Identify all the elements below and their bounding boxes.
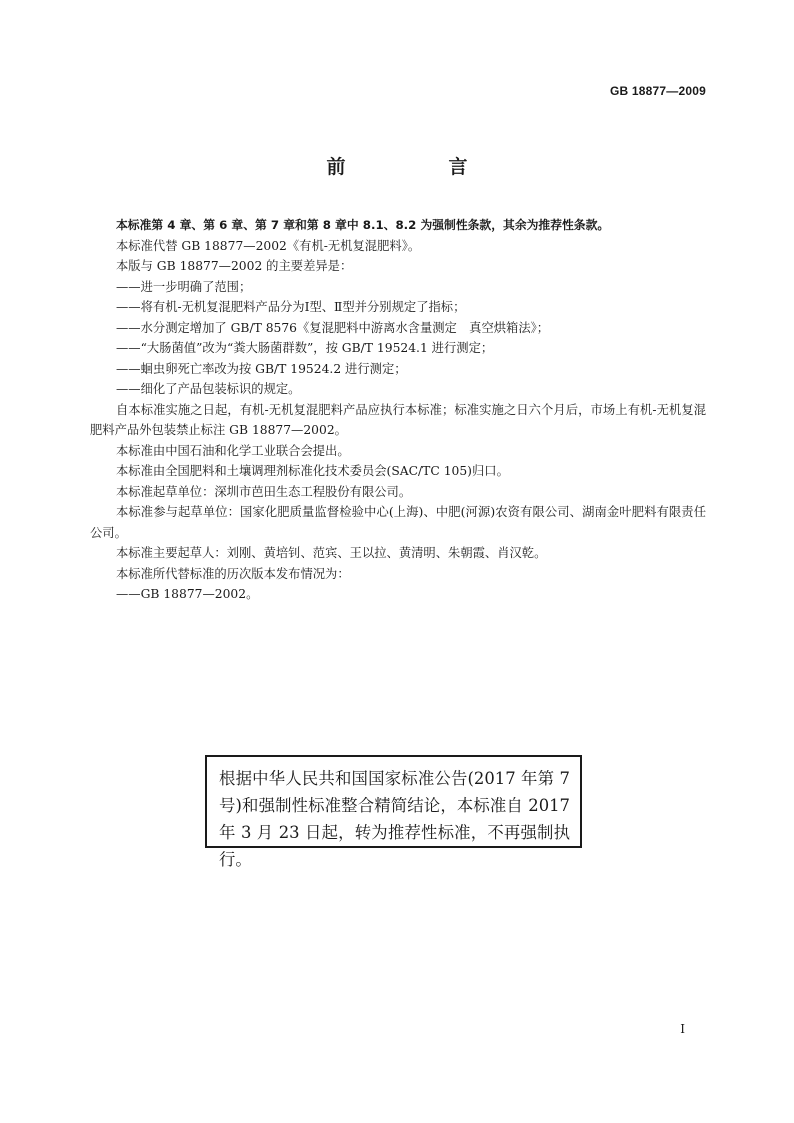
paragraph-proposed-by: 本标准由中国石油和化学工业联合会提出。 — [116, 443, 350, 458]
list-item: ——进一步明确了范围； — [116, 279, 252, 294]
paragraph-replaces: 本标准代替 GB 18877—2002《有机-无机复混肥料》。 — [116, 238, 421, 253]
foreword-body — [90, 215, 706, 605]
list-item: ——水分测定增加了 GB/T 8576《复混肥料中游离水含量测定 真空烘箱法》； — [116, 320, 550, 335]
paragraph-implementation: 自本标准实施之日起，有机-无机复混肥料产品应执行本标准；标准实施之日六个月后，市场上有机-无机复混肥料产品外包装禁止标注 GB 18877—2002。 — [90, 402, 706, 437]
paragraph-mandatory-clauses: 本标准第 4 章、第 6 章、第 7 章和第 8 章中 8.1、8.2 为强制性条款，其余为推荐性条款。 — [116, 218, 610, 232]
list-item: ——GB 18877—2002。 — [116, 587, 259, 601]
paragraph-centralized-by: 本标准由全国肥料和土壤调理剂标准化技术委员会(SAC/TC 105)归口。 — [116, 464, 509, 478]
standard-code: GB 18877—2009 — [610, 84, 706, 98]
notice-box: 根据中华人民共和国国家标准公告(2017 年第 7 号)和强制性标准整合精简结论，本标准自 2017 年 3 月 23 日起，转为推荐性标准，不再强制执行。 — [205, 755, 582, 848]
list-item: ——“大肠菌值”改为“粪大肠菌群数”，按 GB/T 19524.1 进行测定； — [116, 341, 494, 355]
paragraph-participating-units: 本标准参与起草单位：国家化肥质量监督检验中心(上海)、中肥(河源)农资有限公司、湖南金叶肥料有限责任公司。 — [90, 505, 706, 540]
paragraph-drafters: 本标准主要起草人：刘刚、黄培钊、范宾、王以拉、黄清明、朱朝霞、肖汉乾。 — [116, 546, 547, 560]
list-item: ——蛔虫卵死亡率改为按 GB/T 19524.2 进行测定； — [116, 361, 407, 376]
list-item: ——细化了产品包装标识的规定。 — [116, 382, 301, 396]
paragraph-differences-intro: 本版与 GB 18877—2002 的主要差异是： — [116, 259, 353, 273]
paragraph-drafting-unit: 本标准起草单位：深圳市芭田生态工程股份有限公司。 — [116, 484, 412, 499]
paragraph-history-intro: 本标准所代替标准的历次版本发布情况为： — [116, 566, 350, 581]
list-item: ——将有机-无机复混肥料产品分为Ⅰ型、Ⅱ型并分别规定了指标； — [116, 300, 466, 314]
page-title: 前 言 — [326, 156, 510, 178]
page-number: Ⅰ — [680, 1022, 685, 1036]
